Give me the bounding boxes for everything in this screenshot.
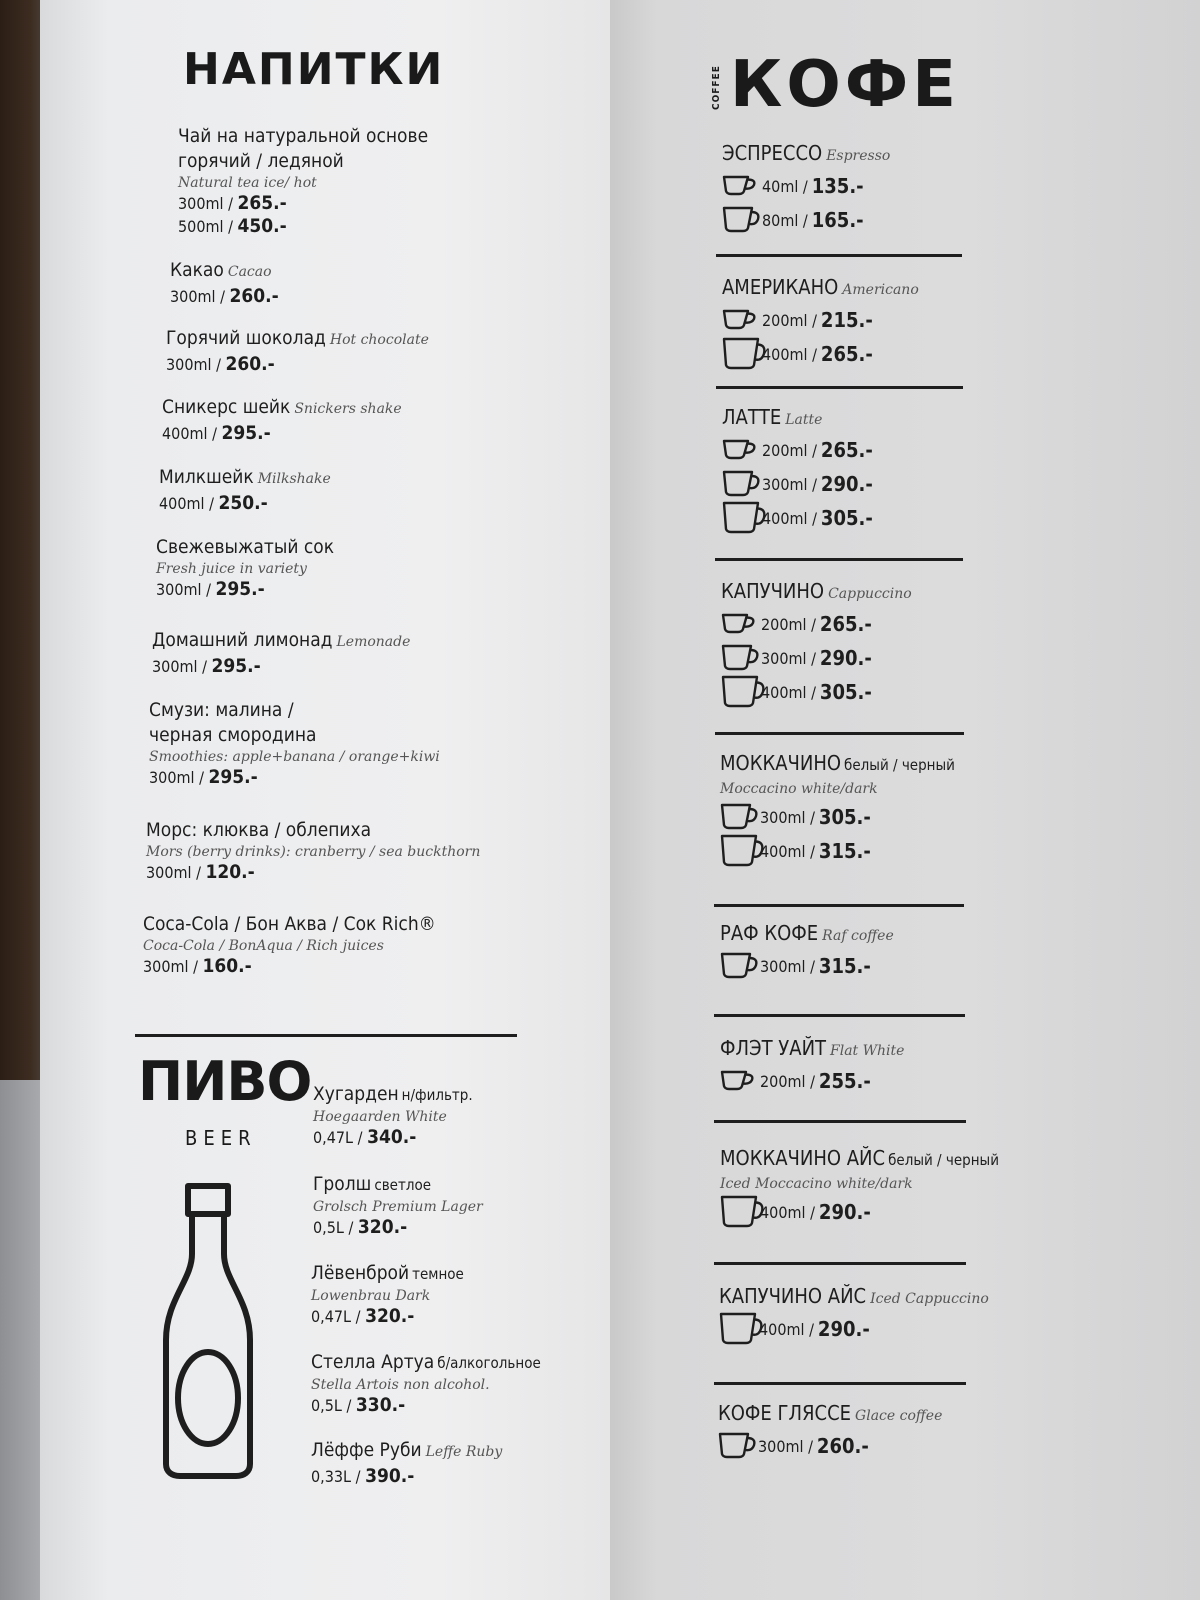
beer-bottle-icon [158, 1180, 258, 1480]
cup-size-row: 200ml / 215.- [722, 303, 1042, 337]
cup-size-row: 300ml / 290.- [721, 641, 1041, 675]
drink-english-name: Mors (berry drinks): cranberry / sea buckthorn [146, 844, 481, 860]
beer-name: Стелла Артуа б/алкогольное [311, 1351, 541, 1373]
price-row: 300ml / 295.- [156, 578, 265, 600]
coffee-cup-icon [722, 501, 762, 535]
price-row: 500ml / 450.- [178, 215, 287, 237]
drink-item [162, 395, 602, 445]
beer-english-name: Lowenbrau Dark [311, 1288, 431, 1304]
beer-english-name: Stella Artois non alcohol. [311, 1377, 490, 1393]
drink-name: Горячий шоколад Hot chocolate [166, 327, 429, 349]
coffee-cup-icon [722, 337, 762, 371]
drink-english-name: Fresh juice in variety [156, 561, 307, 577]
price-row: 400ml / 250.- [159, 492, 268, 514]
coffee-cup-icon [721, 644, 761, 672]
cup-size-row: 400ml / 305.- [721, 675, 1041, 709]
coffee-name: КОФЕ ГЛЯССЕ Glace coffee [718, 1401, 943, 1425]
coffee-divider [714, 904, 964, 907]
drink-item [152, 628, 592, 678]
coffee-english-name: Iced Moccacino white/dark [720, 1176, 913, 1192]
coffee-divider [716, 254, 962, 257]
cup-size-row: 200ml / 265.- [722, 433, 1042, 467]
section-divider [135, 1034, 517, 1037]
coffee-item [720, 1035, 1040, 1098]
beer-english-name: Grolsch Premium Lager [313, 1199, 483, 1215]
price-row: 0,47L / 320.- [311, 1305, 415, 1327]
price-row: 300ml / 295.- [149, 766, 258, 788]
price-row: 400ml / 295.- [162, 422, 271, 444]
drink-english-name: Natural tea ice/ hot [178, 175, 317, 191]
drink-item [149, 698, 589, 789]
beer-name: Хугарден н/фильтр. [313, 1083, 473, 1105]
beer-title: ПИВО [138, 1050, 312, 1113]
price-row: 300ml / 295.- [152, 655, 261, 677]
drink-item [178, 124, 618, 238]
coffee-english-name: Moccacino white/dark [720, 781, 878, 797]
coffee-divider [715, 732, 964, 735]
drink-item [143, 912, 583, 978]
drink-name: Морс: клюква / облепиха [146, 819, 372, 841]
beer-name: Гролш светлое [313, 1173, 432, 1195]
beer-item [313, 1082, 573, 1149]
drink-name: Coca-Cola / Бон Аква / Сок Rich® [143, 913, 436, 935]
drink-name: Какао Cacao [170, 259, 272, 281]
coffee-item [720, 920, 1040, 983]
coffee-cup-icon [720, 1195, 760, 1229]
drink-name: Милкшейк Milkshake [159, 466, 331, 488]
price-row: 0,5L / 330.- [311, 1394, 406, 1416]
drink-name-line2: горячий / ледяной [178, 150, 344, 172]
price-row: 0,47L / 340.- [313, 1126, 417, 1148]
coffee-divider [714, 1120, 966, 1123]
coffee-cup-icon [722, 175, 762, 197]
cup-size-row: 400ml / 305.- [722, 501, 1042, 535]
coffee-cup-icon [720, 803, 760, 831]
price-row: 0,5L / 320.- [313, 1216, 408, 1238]
coffee-cup-icon [722, 439, 762, 461]
drink-name: Домашний лимонад Lemonade [152, 629, 411, 651]
coffee-item [721, 578, 1041, 709]
coffee-name: МОККАЧИНО белый / черный [720, 751, 955, 775]
drink-name: Свежевыжатый сок [156, 536, 335, 558]
coffee-cup-icon [722, 309, 762, 331]
drink-english-name: Smoothies: apple+banana / orange+kiwi [149, 749, 440, 765]
coffee-name: ФЛЭТ УАЙТ Flat White [720, 1036, 905, 1060]
coffee-name: ЭСПРЕССО Espresso [722, 141, 891, 165]
drink-item [170, 258, 610, 308]
coffee-cup-icon [720, 1070, 760, 1092]
price-row: 300ml / 260.- [166, 353, 275, 375]
beer-item [311, 1438, 581, 1488]
drink-item [156, 535, 596, 601]
drink-name: Смузи: малина / [149, 699, 294, 721]
coffee-cup-icon [722, 206, 762, 234]
coffee-cup-icon [718, 1432, 758, 1460]
price-row: 300ml / 265.- [178, 192, 287, 214]
cup-size-row: 400ml / 290.- [720, 1195, 1040, 1229]
coffee-cup-icon [721, 613, 761, 635]
cup-size-row: 300ml / 260.- [718, 1429, 1038, 1463]
beer-name: Лёффе Руби Leffe Ruby [311, 1439, 503, 1461]
coffee-divider [714, 1262, 966, 1265]
cup-size-row: 300ml / 290.- [722, 467, 1042, 501]
coffee-item [722, 274, 1042, 371]
coffee-item [720, 750, 1040, 868]
coffee-item [718, 1400, 1038, 1463]
drink-name: Чай на натуральной основе [178, 125, 429, 147]
coffee-cup-icon [720, 834, 760, 868]
beer-item [311, 1261, 571, 1328]
cup-size-row: 400ml / 315.- [720, 834, 1040, 868]
beer-item [313, 1172, 573, 1239]
price-row: 300ml / 120.- [146, 861, 255, 883]
coffee-title: КОФЕ [730, 48, 960, 122]
beer-name: Лёвенброй темное [311, 1262, 464, 1284]
coffee-name: КАПУЧИНО Cappuccino [721, 579, 912, 603]
price-row: 0,33L / 390.- [311, 1465, 415, 1487]
coffee-name: КАПУЧИНО АЙС Iced Cappuccino [719, 1284, 989, 1308]
coffee-item [719, 1283, 1039, 1346]
drink-item [146, 818, 586, 884]
cup-size-row: 200ml / 255.- [720, 1064, 1040, 1098]
cup-size-row: 300ml / 315.- [720, 949, 1040, 983]
cup-size-row: 200ml / 265.- [721, 607, 1041, 641]
coffee-cup-icon [720, 952, 760, 980]
drink-name: Сникерс шейк Snickers shake [162, 396, 402, 418]
beer-item [311, 1350, 581, 1417]
price-row: 300ml / 260.- [170, 285, 279, 307]
drink-item [166, 326, 606, 376]
beer-subtitle: BEER [185, 1126, 257, 1150]
cup-size-row: 40ml / 135.- [722, 169, 1042, 203]
coffee-name: РАФ КОФЕ Raf coffee [720, 921, 894, 945]
coffee-name: ЛАТТЕ Latte [722, 405, 823, 429]
cup-size-row: 400ml / 265.- [722, 337, 1042, 371]
coffee-item [722, 404, 1042, 535]
price-row: 300ml / 160.- [143, 955, 252, 977]
coffee-divider [714, 1014, 965, 1017]
coffee-item [722, 140, 1042, 237]
drink-item [159, 465, 599, 515]
cup-size-row: 400ml / 290.- [719, 1312, 1039, 1346]
coffee-item [720, 1145, 1040, 1229]
cup-size-row: 300ml / 305.- [720, 800, 1040, 834]
coffee-cup-icon [722, 470, 762, 498]
coffee-divider [714, 1382, 966, 1385]
drink-name-line2: черная смородина [149, 724, 317, 746]
coffee-cup-icon [719, 1312, 759, 1346]
coffee-divider [716, 386, 963, 389]
coffee-vertical-label: COFFEE [711, 65, 722, 110]
drinks-title: НАПИТКИ [183, 44, 445, 95]
coffee-cup-icon [721, 675, 761, 709]
drink-english-name: Coca-Cola / BonAqua / Rich juices [143, 938, 384, 954]
beer-english-name: Hoegaarden White [313, 1109, 447, 1125]
coffee-name: АМЕРИКАНО Americano [722, 275, 919, 299]
coffee-divider [715, 558, 963, 561]
cup-size-row: 80ml / 165.- [722, 203, 1042, 237]
coffee-name: МОККАЧИНО АЙС белый / черный [720, 1146, 999, 1170]
